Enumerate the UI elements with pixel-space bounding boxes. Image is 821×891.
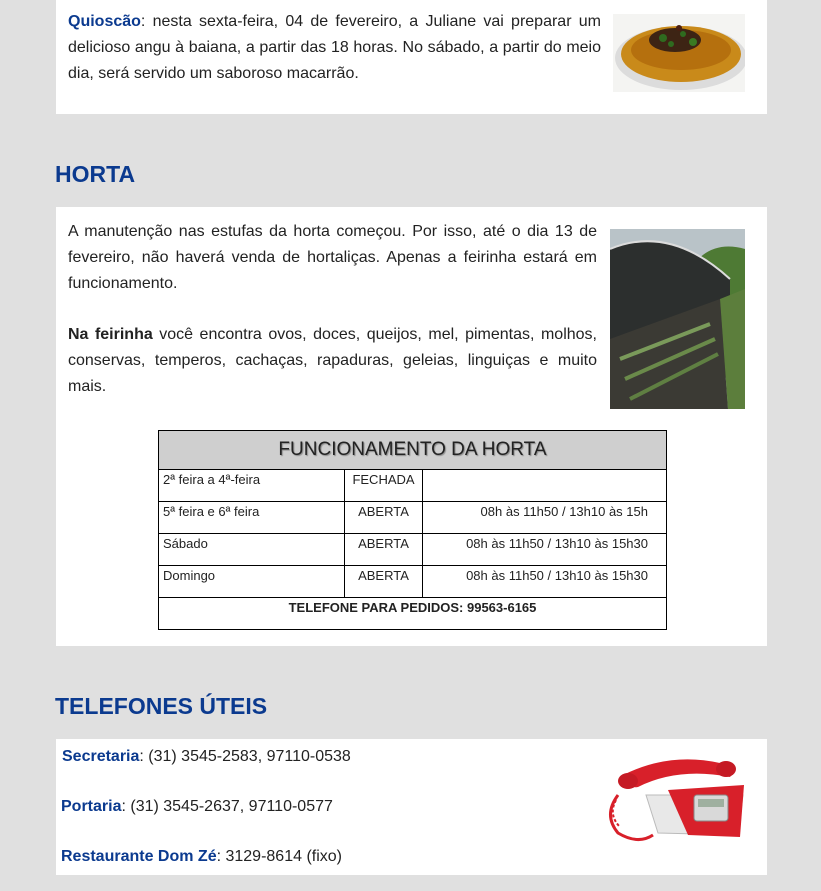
quiosco-description: : nesta sexta-feira, 04 de fevereiro, a Juliane vai preparar um delicioso angu à baiana, a partir das 18 horas. No sábado, a partir do meio dia, será servido um saboroso macarrão.: [68, 13, 601, 82]
schedule-hours: 08h às 11h50 / 13h10 às 15h: [423, 502, 667, 534]
schedule-status: ABERTA: [345, 502, 423, 534]
schedule-days: 2ª feira a 4ª-feira: [159, 470, 345, 502]
horta-paragraph-1: A manutenção nas estufas da horta começou. Por isso, até o dia 13 de fevereiro, não haverá venda de hortaliças. Apenas a feirinha estará em funcionamento.: [68, 223, 597, 292]
phone-value: : (31) 3545-2583, 97110-0538: [139, 748, 351, 765]
phone-label: Secretaria: [62, 748, 140, 765]
angu-dish-image: [613, 14, 745, 92]
table-row: [159, 534, 667, 566]
schedule-hours: 08h às 11h50 / 13h10 às 15h30: [423, 534, 667, 566]
schedule-status: ABERTA: [345, 566, 423, 598]
telefones-card: [56, 739, 767, 875]
phone-entry-portaria: [61, 798, 333, 816]
greenhouse-image: [610, 229, 745, 409]
phone-label: Portaria: [61, 798, 122, 815]
quiosco-card: [56, 0, 767, 114]
schedule-status: FECHADA: [345, 470, 423, 502]
schedule-hours: 08h às 11h50 / 13h10 às 15h30: [423, 566, 667, 598]
schedule-table: [158, 430, 667, 630]
order-phone: TELEFONE PARA PEDIDOS: 99563-6165: [159, 598, 667, 630]
phone-value: : (31) 3545-2637, 97110-0577: [121, 798, 333, 815]
horta-paragraph-2: [68, 322, 597, 400]
schedule-days: 5ª feira e 6ª feira: [159, 502, 345, 534]
schedule-title: FUNCIONAMENTO DA HORTA: [159, 431, 667, 470]
phone-entry-restaurante: [61, 848, 342, 866]
horta-card: [56, 207, 767, 646]
phone-value: : 3129-8614 (fixo): [216, 848, 342, 865]
table-row: [159, 566, 667, 598]
schedule-days: Domingo: [159, 566, 345, 598]
schedule-days: Sábado: [159, 534, 345, 566]
phone-label: Restaurante Dom Zé: [61, 848, 217, 865]
horta-text: [68, 219, 597, 400]
quiosco-label: Quioscão: [68, 13, 141, 30]
telefones-section-title: TELEFONES ÚTEIS: [55, 693, 268, 719]
schedule-hours: [423, 470, 667, 502]
schedule-status: ABERTA: [345, 534, 423, 566]
phone-entry-secretaria: [62, 748, 351, 766]
quiosco-text: [68, 9, 601, 87]
table-row: [159, 470, 667, 502]
telephone-icon: [598, 755, 748, 843]
table-row: [159, 502, 667, 534]
horta-section-title: HORTA: [55, 161, 136, 187]
feirinha-label: Na feirinha: [68, 326, 153, 343]
feirinha-description: você encontra ovos, doces, queijos, mel, pimentas, molhos, conservas, temperos, cachaças, rapaduras, geleias, linguiças e muito mais.: [68, 326, 597, 395]
